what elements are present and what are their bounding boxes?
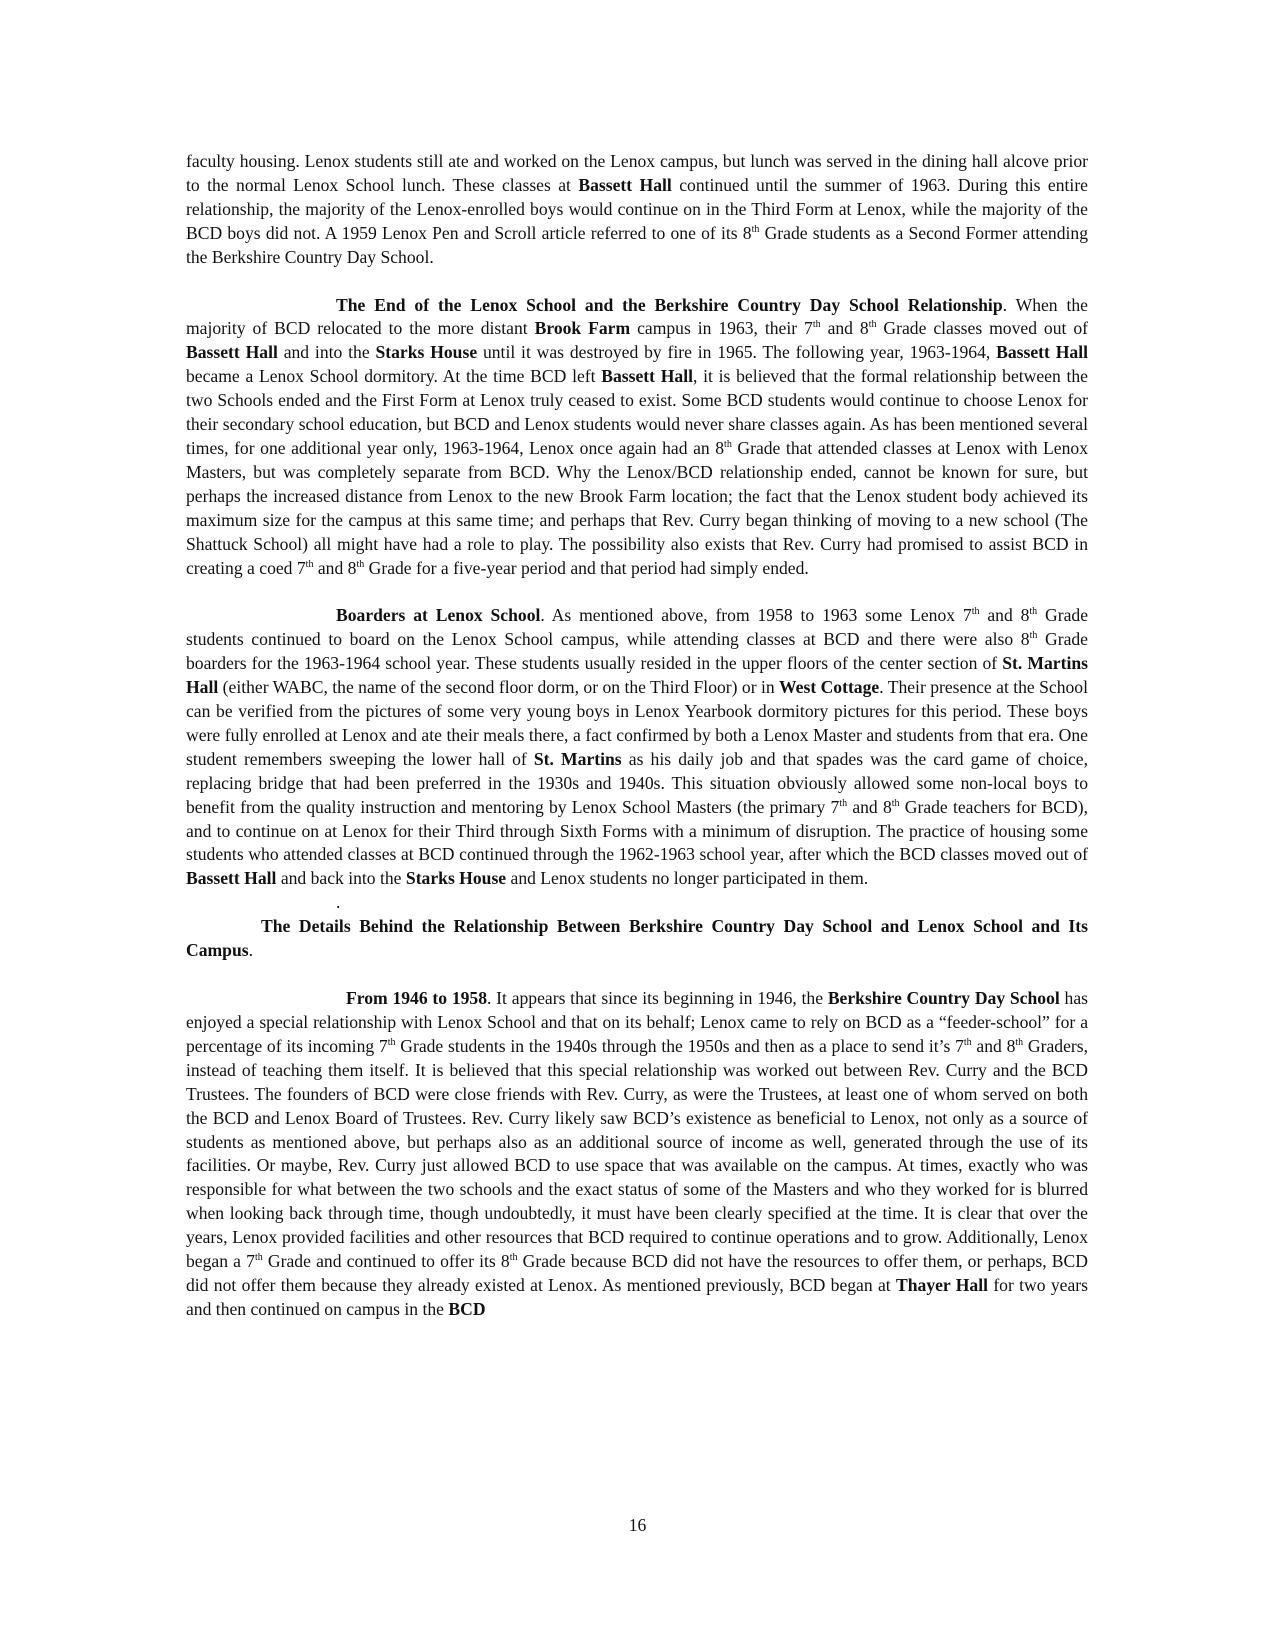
place-name: West Cottage bbox=[779, 677, 880, 698]
paragraph-details-heading: The Details Behind the Relationship Between Berkshire Country Day School and Lenox School and Its Campus. bbox=[186, 916, 1088, 961]
place-name: Bassett Hall bbox=[186, 342, 278, 363]
school-name: Berkshire Country Day School bbox=[827, 988, 1060, 1009]
place-name: Starks House bbox=[375, 342, 478, 363]
place-name: St. Martins Hall bbox=[186, 653, 1088, 698]
section-heading: The Details Behind the Relationship Between Berkshire Country Day School and Lenox School and Its Campus bbox=[186, 916, 1088, 961]
section-heading: The End of the Lenox School and the Berkshire Country Day School Relationship bbox=[336, 294, 1003, 315]
stray-period: . bbox=[336, 892, 341, 913]
place-name: Bassett Hall bbox=[578, 174, 672, 195]
place-name: Thayer Hall bbox=[896, 1274, 988, 1295]
document-page bbox=[186, 150, 1088, 1322]
place-name: Brook Farm bbox=[534, 318, 631, 339]
paragraph-lunch-arrangements: faculty housing. Lenox students still ate and worked on the Lenox campus, but lunch was served in the dining hall alcove prior to the normal Lenox School lunch. These classes at Bassett Hall continued until the summer of 1963. During this entire relationship, the majority of the Lenox-enrolled boys would continue on in the Third Form at Lenox, while the majority of the BCD boys did not. A 1959 Lenox Pen and Scroll article referred to one of its 8th Grade students as a Second Former attending the Berkshire Country Day School. bbox=[186, 151, 1088, 267]
place-name: Starks House bbox=[405, 868, 507, 889]
place-name: St. Martins bbox=[533, 748, 622, 769]
paragraph-end-of-relationship: The End of the Lenox School and the Berkshire Country Day School Relationship. When the majority of BCD relocated to the more distant Brook Farm campus in 1963, their 7th and 8th Grade classes moved out of Bassett Hall and into the Starks House until it was destroyed by fire in 1965. The following year, 1963-1964, Bassett Hall became a Lenox School dormitory. At the time BCD left Bassett Hall, it is believed that the formal relationship between the two Schools ended and the First Form at Lenox truly ceased to exist. Some BCD students would continue to choose Lenox for their secondary school education, but BCD and Lenox students would never share classes again. As has been mentioned several times, for one additional year only, 1963-1964, Lenox once again had an 8th Grade that attended classes at Lenox with Lenox Masters, but was completely separate from BCD. Why the Lenox/BCD relationship ended, cannot be known for sure, but perhaps the increased distance from Lenox to the new Brook Farm location; the fact that the Lenox student body achieved its maximum size for the campus at this same time; and perhaps that Rev. Curry began thinking of moving to a new school (The Shattuck School) all might have had a role to play. The possibility also exists that Rev. Curry had promised to assist BCD in creating a coed 7th and 8th Grade for a five-year period and that period had simply ended. bbox=[186, 294, 1089, 578]
place-name: Bassett Hall bbox=[996, 342, 1088, 363]
place-name: Bassett Hall bbox=[601, 366, 693, 387]
place-name: Bassett Hall bbox=[186, 868, 277, 889]
page-number: 16 bbox=[628, 1515, 647, 1535]
section-heading: From 1946 to 1958 bbox=[346, 988, 488, 1009]
section-heading: Boarders at Lenox School bbox=[336, 605, 541, 626]
paragraph-boarders: Boarders at Lenox School. As mentioned above, from 1958 to 1963 some Lenox 7th and 8th Grade students continued to board on the Lenox School campus, while attending classes at BCD and there were also 8th Grade boarders for the 1963-1964 school year. These students usually resided in the upper floors of the center section of St. Martins Hall (either WABC, the name of the second floor dorm, or on the Third Floor) or in West Cottage. Their presence at the School can be verified from the pictures of some very young boys in Lenox Yearbook dormitory pictures for this period. These boys were fully enrolled at Lenox and ate their meals there, a fact confirmed by both a Lenox Master and students from that era. One student remembers sweeping the lower hall of St. Martins as his daily job and that spades was the card game of choice, replacing bridge that had been preferred in the 1930s and 1940s. This situation obviously allowed some non-local boys to benefit from the quality instruction and mentoring by Lenox School Masters (the primary 7th and 8th Grade teachers for BCD), and to continue on at Lenox for their Third through Sixth Forms with a minimum of disruption. The practice of housing some students who attended classes at BCD continued through the 1962-1963 school year, after which the BCD classes moved out of Bassett Hall and back into the Starks House and Lenox students no longer participated in them. bbox=[186, 605, 1089, 889]
place-name: BCD bbox=[448, 1298, 486, 1319]
paragraph-1946-to-1958: From 1946 to 1958. It appears that since its beginning in 1946, the Berkshire Country Day School has enjoyed a special relationship with Lenox School and that on its behalf; Lenox came to rely on BCD as a “feeder-school” for a percentage of its incoming 7th Grade students in the 1940s through the 1950s and then as a place to send it’s 7th and 8th Graders, instead of teaching them itself. It is believed that this special relationship was worked out between Rev. Curry and the BCD Trustees. The founders of BCD were close friends with Rev. Curry, as were the Trustees, at least one of whom served on both the BCD and Lenox Board of Trustees. Rev. Curry likely saw BCD’s existence as beneficial to Lenox, not only as a source of students as mentioned above, but perhaps also as an additional source of income as well, generated through the use of its facilities. Or maybe, Rev. Curry just allowed BCD to use space that was available on the campus. At times, exactly who was responsible for what between the two schools and the exact status of some of the Masters and who they worked for is blurred when looking back through time, though undoubtedly, it must have been clearly specified at the time. It is clear that over the years, Lenox provided facilities and other resources that BCD required to continue operations and to grow. Additionally, Lenox began a 7th Grade and continued to offer its 8th Grade because BCD did not have the resources to offer them, or perhaps, BCD did not offer them because they already existed at Lenox. As mentioned previously, BCD began at Thayer Hall for two years and then continued on campus in the BCD bbox=[186, 988, 1088, 1319]
